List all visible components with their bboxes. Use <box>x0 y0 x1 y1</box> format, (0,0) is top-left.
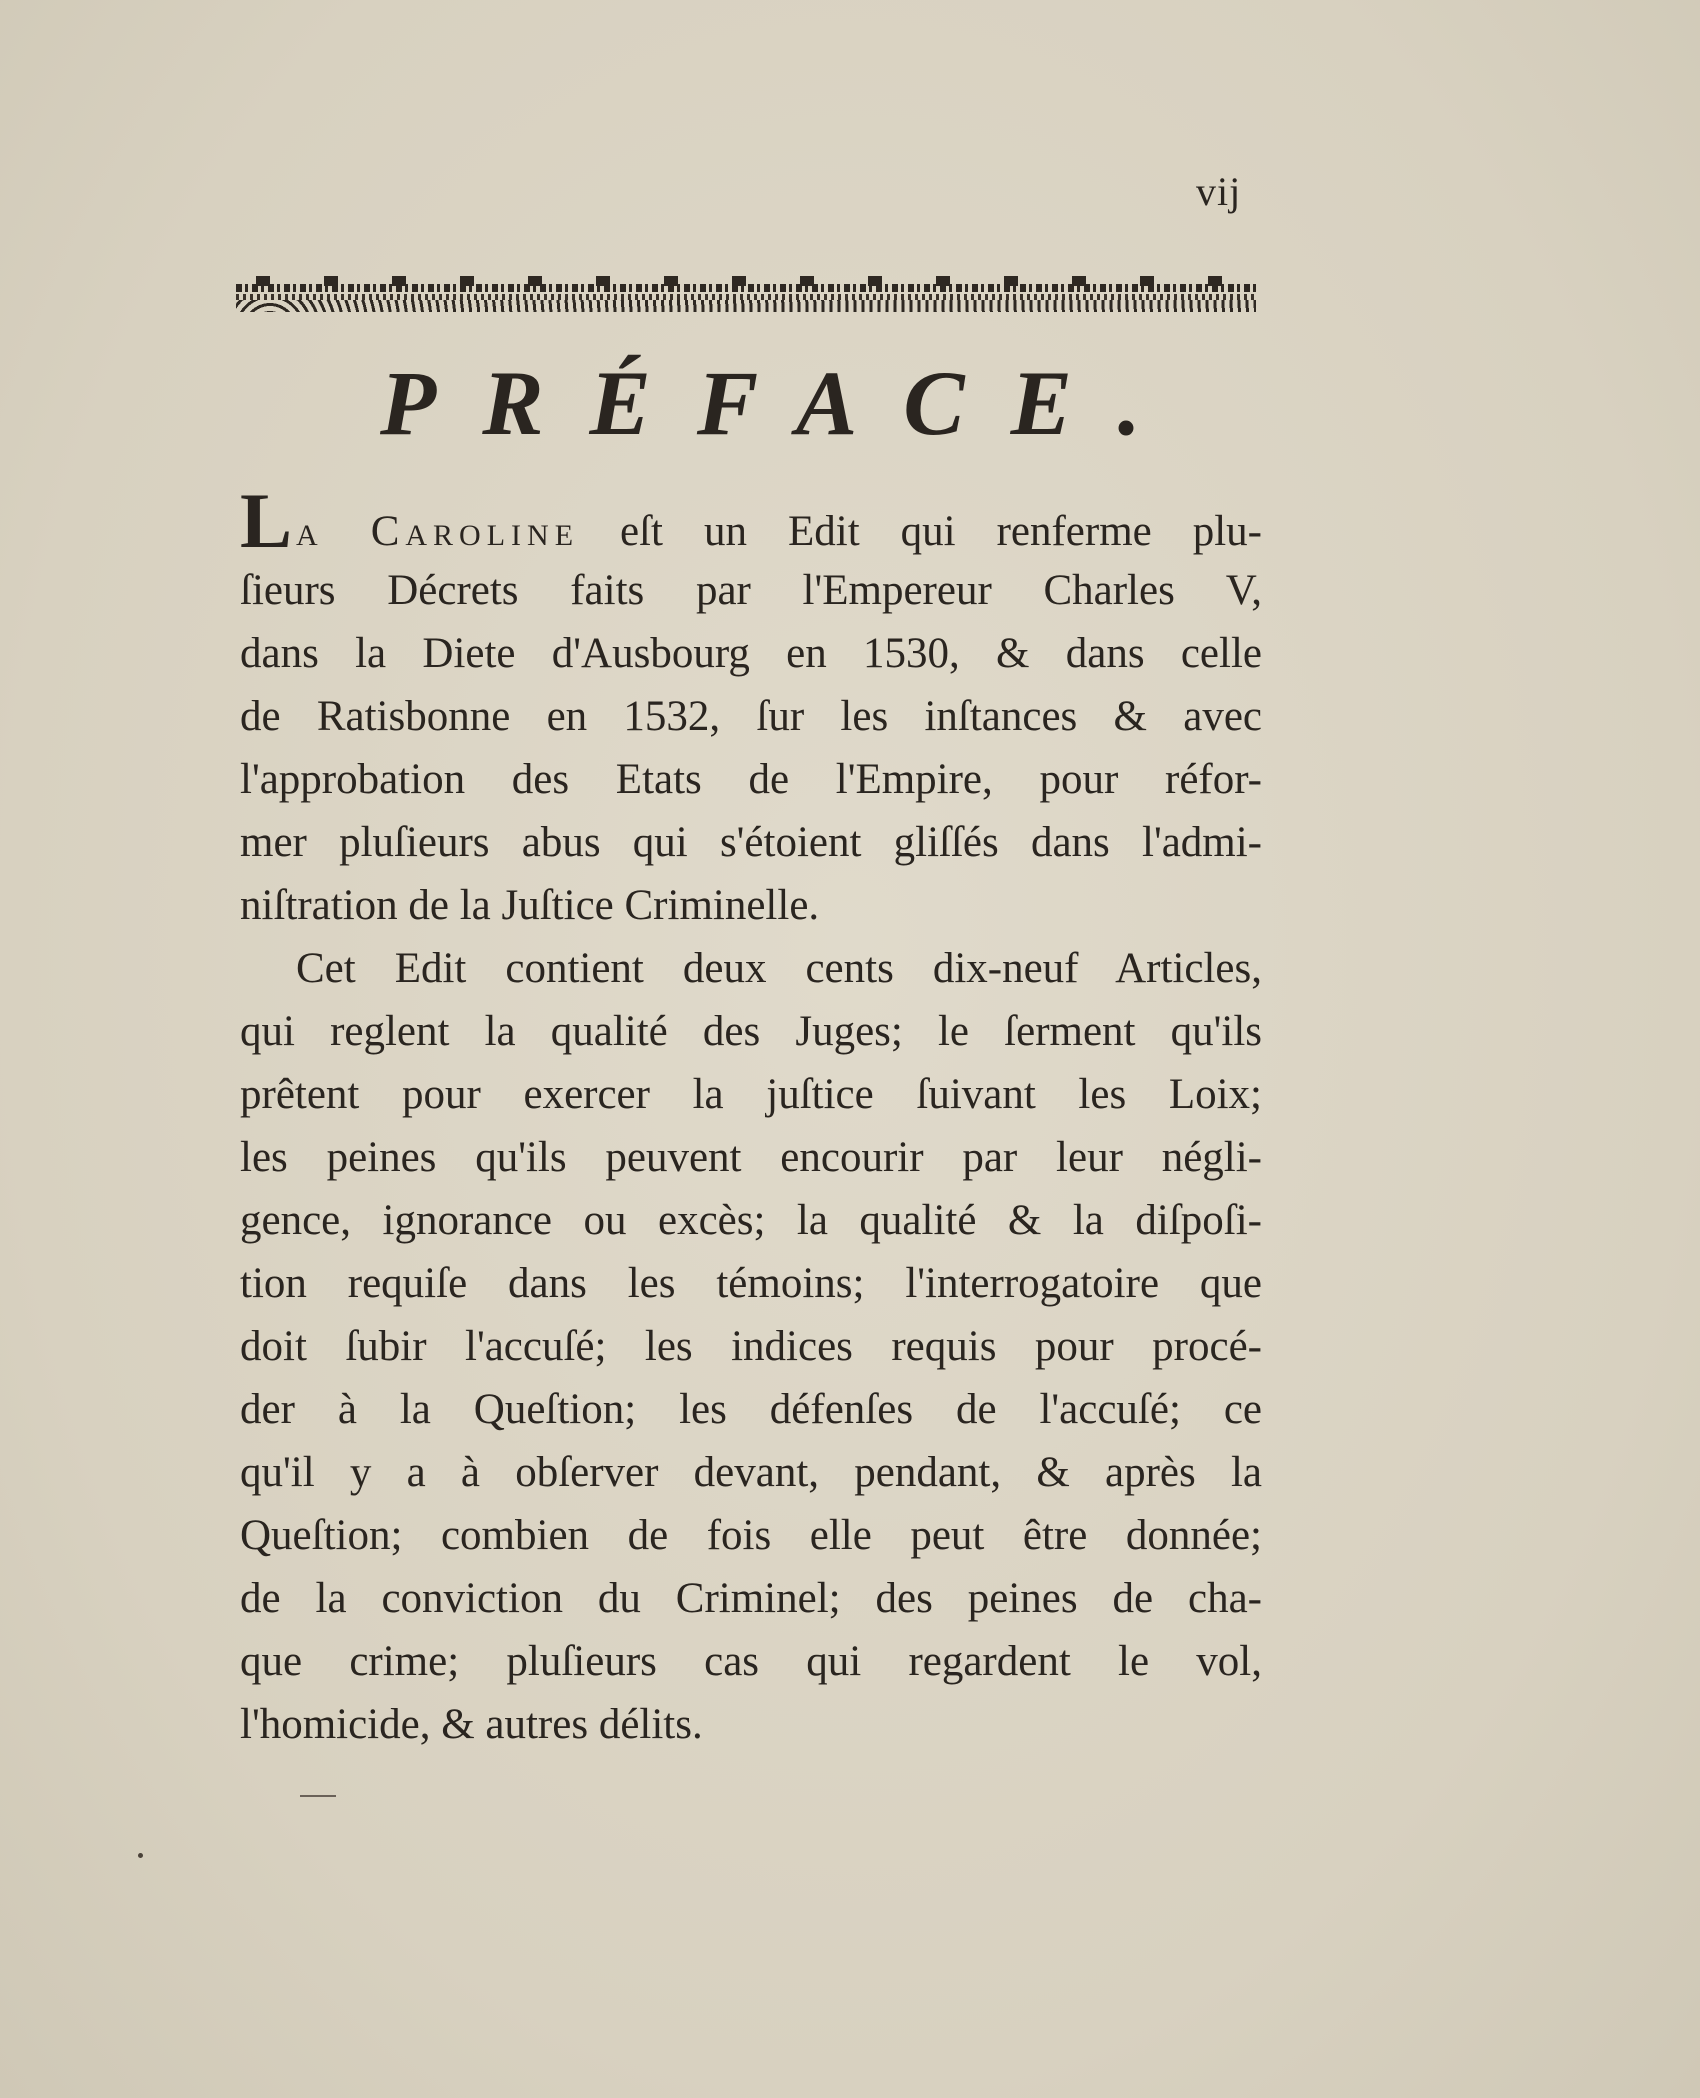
drop-cap: L <box>240 477 293 564</box>
paragraph-1-line: dans la Diete d'Ausbourg en 1530, & dans celle <box>240 630 1262 677</box>
paragraph-2-line: qu'il y a à obſerver devant, pendant, & après la <box>240 1449 1262 1496</box>
paragraph-2-line: l'homicide, & autres délits. <box>240 1701 703 1748</box>
paragraph-1-line: mer pluſieurs abus qui s'étoient gliſſés dans l'admi- <box>240 819 1262 866</box>
paragraph-2-line: qui reglent la qualité des Juges; le ſerment qu'ils <box>240 1008 1262 1055</box>
small-caps-text: a Caroline <box>296 508 580 555</box>
paragraph-2-line: Cet Edit contient deux cents dix-neuf Articles, <box>296 945 1262 992</box>
paragraph-2-line: prêtent pour exercer la juſtice ſuivant les Loix; <box>240 1071 1262 1118</box>
paragraph-1-line: l'approbation des Etats de l'Empire, pour réfor- <box>240 756 1262 803</box>
paragraph-1-line: de Ratisbonne en 1532, ſur les inſtances & avec <box>240 693 1262 740</box>
decorative-headpiece-ornament <box>236 276 1256 316</box>
page-number: vij <box>1196 169 1242 214</box>
paper-spot <box>138 1853 143 1858</box>
paragraph-2-line: Queſtion; combien de fois elle peut être donnée; <box>240 1512 1262 1559</box>
text-line: eſt un Edit qui renferme plu- <box>579 508 1263 555</box>
paragraph-2-line: les peines qu'ils peuvent encourir par leur négli- <box>240 1134 1262 1181</box>
page-title: PRÉFACE. <box>380 352 1187 454</box>
paragraph-2-line: doit ſubir l'accuſé; les indices requis pour procé- <box>240 1323 1262 1370</box>
paragraph-2-line: tion requiſe dans les témoins; l'interrogatoire que <box>240 1260 1262 1307</box>
body-text <box>240 477 1263 1756</box>
paragraph-1-line: niſtration de la Juſtice Criminelle. <box>240 882 820 929</box>
paragraph-2-line: que crime; pluſieurs cas qui regardent le vol, <box>240 1638 1262 1685</box>
paper-blemish <box>300 1795 336 1797</box>
paragraph-2-line: de la conviction du Criminel; des peines de cha- <box>240 1575 1262 1622</box>
paragraph-2-line: gence, ignorance ou excès; la qualité & la diſpoſi- <box>240 1197 1262 1244</box>
paragraph-1-line: ſieurs Décrets faits par l'Empereur Charles V, <box>240 567 1262 614</box>
paragraph-2-line: der à la Queſtion; les défenſes de l'accuſé; ce <box>240 1386 1262 1433</box>
paragraph-1-line <box>240 477 1263 564</box>
